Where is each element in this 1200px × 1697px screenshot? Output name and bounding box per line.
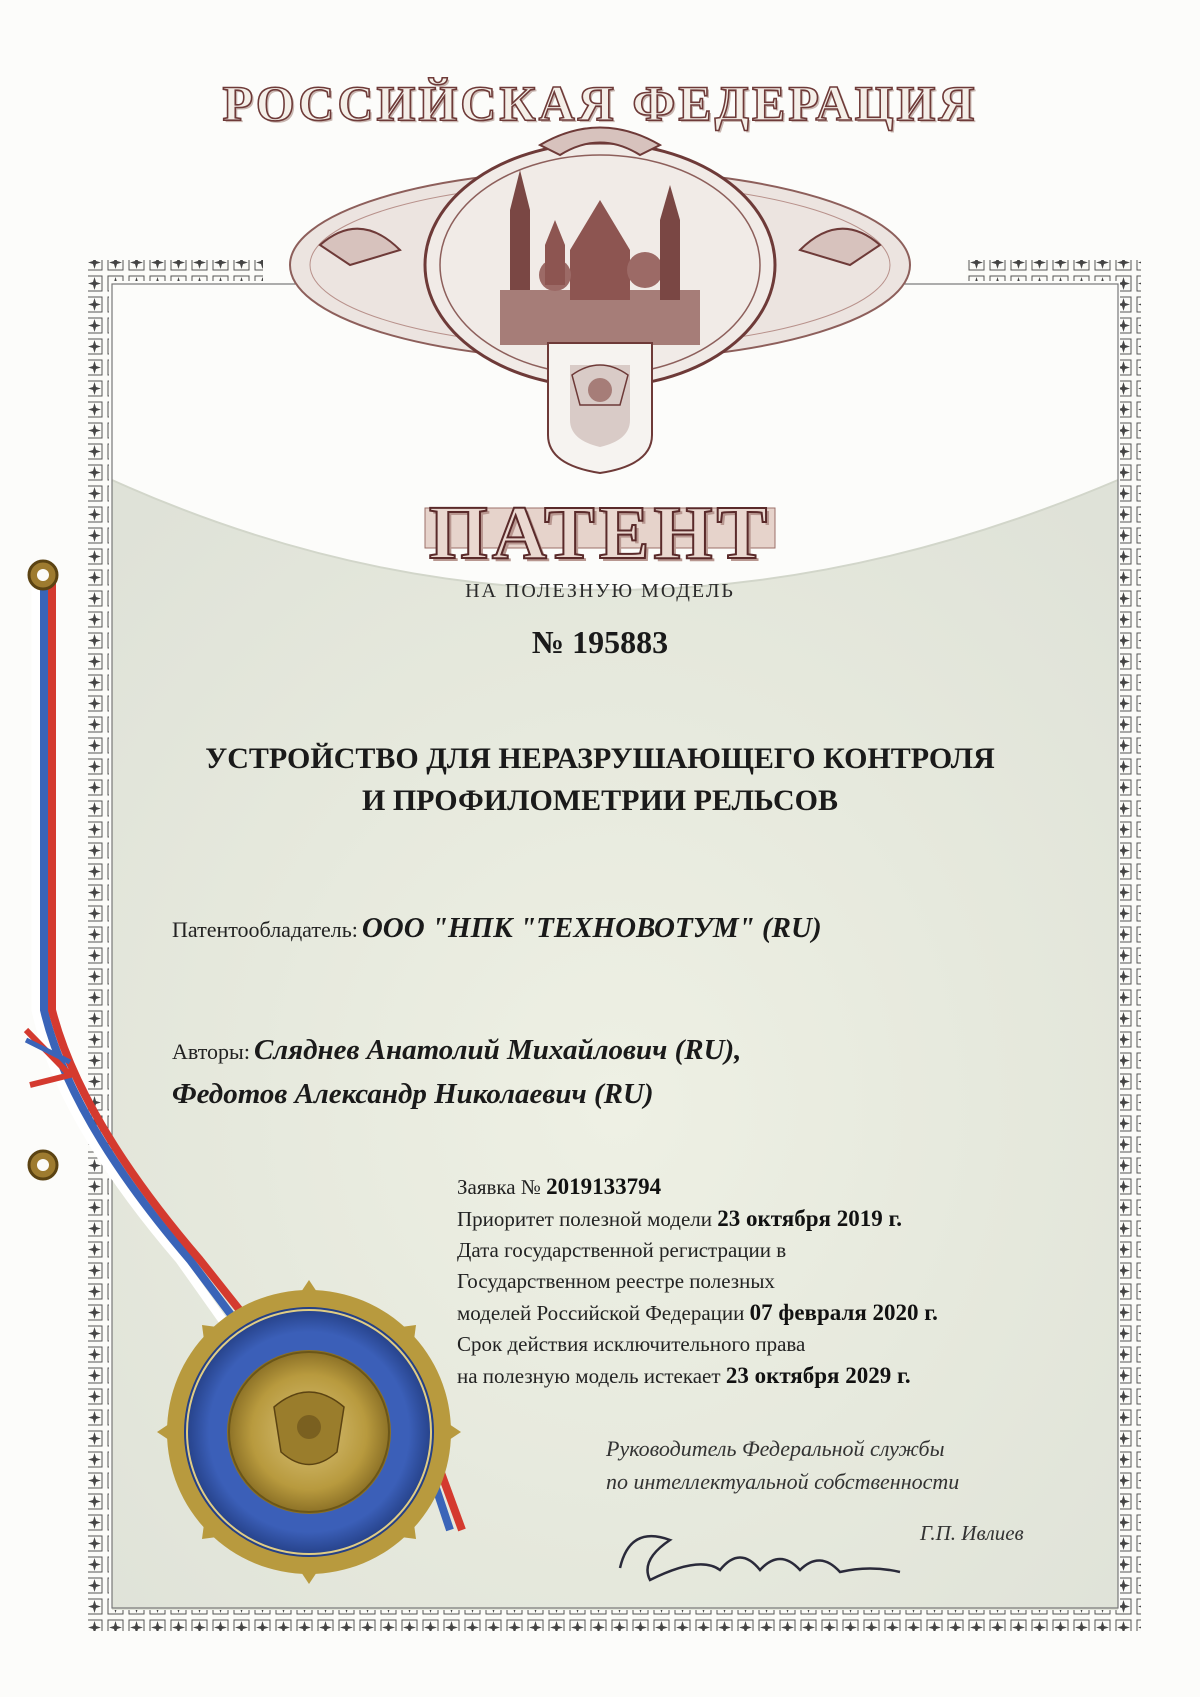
priority-label: Приоритет полезной модели — [457, 1207, 713, 1231]
holder-value: ООО "НПК "ТЕХНОВОТУМ" (RU) — [361, 912, 822, 944]
priority-line — [457, 1203, 938, 1235]
term-date: 23 октября 2029 г. — [725, 1363, 911, 1388]
registration-line-1: Дата государственной регистрации в — [457, 1238, 787, 1262]
author-1: Сляднев Анатолий Михайлович (RU), — [253, 1034, 742, 1066]
patent-title — [0, 738, 1200, 822]
official-position-line-2: по интеллектуальной собственности — [606, 1469, 960, 1494]
application-number: 2019133794 — [546, 1174, 662, 1199]
authors-label: Авторы: — [172, 1039, 250, 1064]
authors-row — [172, 1034, 741, 1067]
term-line-1: Срок действия исключительного права — [457, 1332, 806, 1356]
official-position-line-1: Руководитель Федеральной службы — [606, 1436, 945, 1461]
holder-label: Патентообладатель: — [172, 917, 358, 942]
registration-line-3 — [457, 1297, 938, 1329]
priority-date: 23 октября 2019 г. — [717, 1206, 903, 1231]
document-subtype: НА ПОЛЕЗНУЮ МОДЕЛЬ — [465, 580, 735, 602]
registration-block — [457, 1171, 938, 1392]
patent-title-line-1: УСТРОЙСТВО ДЛЯ НЕРАЗРУШАЮЩЕГО КОНТРОЛЯ — [205, 742, 995, 775]
document-type: ПАТЕНТ — [428, 491, 772, 575]
country-heading: РОССИЙСКАЯ ФЕДЕРАЦИЯ — [222, 75, 978, 131]
registration-line-2: Государственном реестре полезных — [457, 1269, 775, 1293]
seal-icon — [157, 1280, 461, 1584]
patent-number: № 195883 — [531, 624, 669, 660]
application-line — [457, 1171, 938, 1203]
registration-line-3-text: моделей Российской Федерации — [457, 1301, 745, 1325]
registration-date: 07 февраля 2020 г. — [749, 1300, 938, 1325]
patent-title-line-2: И ПРОФИЛОМЕТРИИ РЕЛЬСОВ — [361, 784, 839, 817]
application-label: Заявка № — [457, 1175, 541, 1199]
term-line-2 — [457, 1360, 938, 1392]
author-2: Федотов Александр Николаевич (RU) — [172, 1078, 654, 1110]
authors-row-2 — [172, 1078, 654, 1111]
holder-row — [172, 912, 822, 945]
signer-name: Г.П. Ивлиев — [920, 1521, 1024, 1545]
coat-of-arms-icon — [548, 343, 652, 473]
term-line-2-text: на полезную модель истекает — [457, 1364, 721, 1388]
official-position — [606, 1432, 959, 1498]
